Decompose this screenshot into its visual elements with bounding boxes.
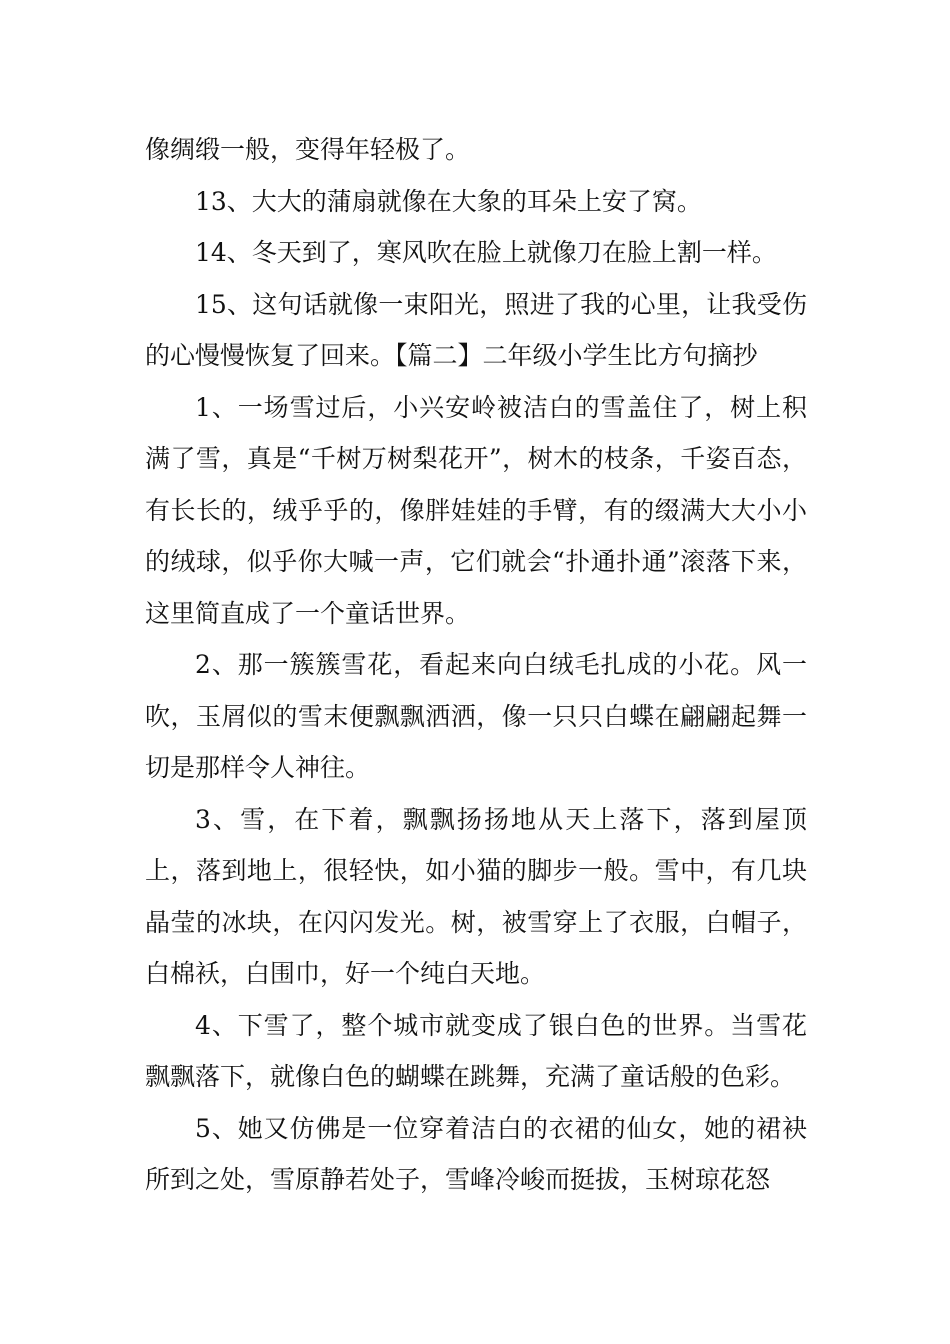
paragraph-4: 4、下雪了，整个城市就变成了银白色的世界。当雪花飘飘落下，就像白色的蝴蝶在跳舞，充满了童话般的色彩。 xyxy=(145,1010,807,1091)
paragraph-2: 2、那一簇簇雪花，看起来向白绒毛扎成的小花。风一吹，玉屑似的雪末便飘飘洒洒，像一只只白蝶在翩翩起舞一切是那样令人神往。 xyxy=(145,650,807,782)
document-body xyxy=(145,124,807,1206)
paragraph-3: 3、雪，在下着，飘飘扬扬地从天上落下，落到屋顶上，落到地上，很轻快，如小猫的脚步一般。雪中，有几块晶莹的冰块，在闪闪发光。树，被雪穿上了衣服，白帽子，白棉袄，白围巾，好一个纯白天地。 xyxy=(145,804,807,988)
paragraph-5: 5、她又仿佛是一位穿着洁白的衣裙的仙女，她的裙袂所到之处，雪原静若处子，雪峰冷峻而挺拔，玉树琼花怒 xyxy=(145,1113,807,1194)
paragraph-13: 13、大大的蒲扇就像在大象的耳朵上安了窝。 xyxy=(195,186,702,216)
paragraph-14: 14、冬天到了，寒风吹在脸上就像刀在脸上割一样。 xyxy=(195,238,777,267)
paragraph-1: 1、一场雪过后，小兴安岭被洁白的雪盖住了，树上积满了雪，真是“千树万树梨花开”，树木的枝条，千姿百态，有长长的，绒乎乎的，像胖娃娃的手臂，有的缀满大大小小的绒球，似乎你大喊一声，它们就会“扑通扑通”滚落下来，这里简直成了一个童话世界。 xyxy=(145,392,807,628)
paragraph-continuation: 像绸缎一般，变得年轻极了。 xyxy=(145,135,471,164)
paragraph-15: 15、这句话就像一束阳光，照进了我的心里，让我受伤的心慢慢恢复了回来。【篇二】二年级小学生比方句摘抄 xyxy=(145,289,807,370)
